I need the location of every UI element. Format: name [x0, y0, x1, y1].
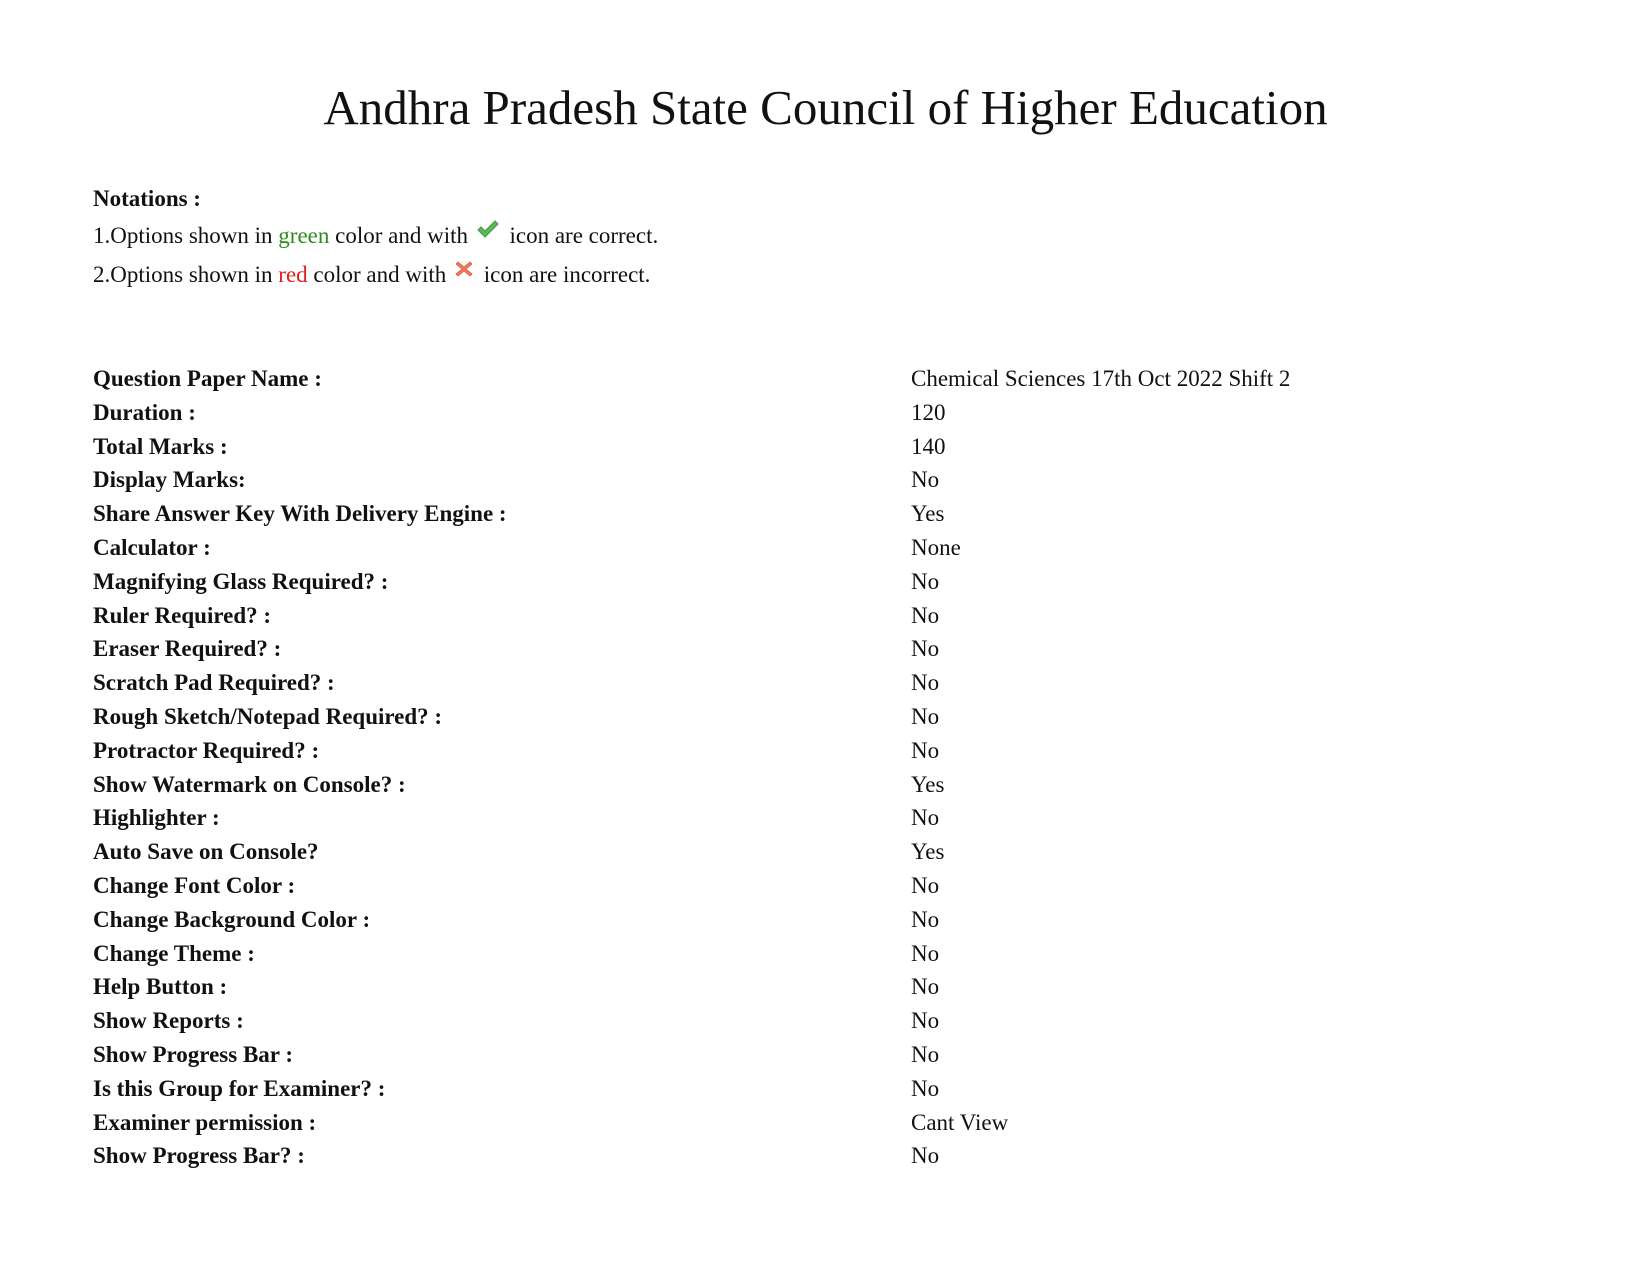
info-row [93, 738, 1553, 772]
info-label: Share Answer Key With Delivery Engine : [93, 501, 507, 527]
info-row [93, 839, 1553, 873]
notation-correct-prefix: 1.Options shown in [93, 223, 279, 248]
info-label: Duration : [93, 399, 196, 425]
info-row [93, 467, 1553, 501]
info-row [93, 535, 1553, 569]
info-row [93, 1110, 1553, 1144]
info-row [93, 772, 1553, 806]
notation-incorrect-middle: color and with [307, 262, 453, 288]
notation-red-word: red [278, 262, 308, 288]
info-label: Auto Save on Console? [93, 839, 319, 865]
info-label: Total Marks : [93, 433, 228, 459]
info-row [93, 400, 1553, 434]
question-paper-info-table [93, 366, 1553, 1177]
red-cross-icon [454, 252, 474, 289]
info-label: Rough Sketch/Notepad Required? : [93, 703, 443, 729]
info-row [93, 501, 1553, 535]
info-label: Ruler Required? : [93, 602, 272, 628]
info-label: Magnifying Glass Required? : [93, 568, 389, 594]
info-row [93, 974, 1553, 1008]
info-value: Yes [911, 501, 945, 527]
info-row [93, 1008, 1553, 1042]
info-value: No [911, 872, 940, 898]
info-value: Cant View [911, 1109, 1009, 1135]
info-label: Show Watermark on Console? : [93, 771, 406, 797]
info-row [93, 603, 1553, 637]
info-value: No [911, 670, 940, 696]
info-label: Display Marks: [93, 467, 246, 493]
info-value: No [911, 602, 940, 628]
green-check-icon [476, 213, 500, 250]
info-label: Show Progress Bar : [93, 1041, 293, 1067]
info-value: No [911, 568, 940, 594]
info-value: 120 [911, 399, 946, 425]
info-value: 140 [911, 433, 946, 459]
info-value: No [911, 1008, 940, 1034]
info-value: No [911, 467, 940, 493]
info-row [93, 670, 1553, 704]
info-value: No [911, 1143, 940, 1169]
info-label: Highlighter : [93, 805, 220, 831]
info-row [93, 704, 1553, 738]
info-row [93, 907, 1553, 941]
notation-incorrect-suffix: icon are incorrect. [478, 262, 651, 288]
page-title: Andhra Pradesh State Council of Higher Education [323, 80, 1328, 135]
info-row [93, 1143, 1553, 1177]
info-row [93, 569, 1553, 603]
info-label: Show Progress Bar? : [93, 1143, 305, 1169]
info-value: No [911, 805, 940, 831]
info-value: No [911, 703, 940, 729]
notation-correct-middle: color and with [329, 223, 474, 248]
info-value: None [911, 534, 961, 560]
notation-correct-line [93, 217, 658, 256]
info-label: Examiner permission : [93, 1109, 317, 1135]
info-value: No [911, 906, 940, 932]
info-row [93, 873, 1553, 907]
info-label: Change Background Color : [93, 906, 371, 932]
info-value: No [911, 940, 940, 966]
info-label: Calculator : [93, 534, 211, 560]
notation-incorrect-prefix: 2.Options shown in [93, 262, 279, 288]
notations-section [93, 180, 658, 295]
info-row [93, 366, 1553, 400]
info-value: Yes [911, 839, 945, 865]
info-row [93, 805, 1553, 839]
info-row [93, 636, 1553, 670]
info-value: Yes [911, 771, 945, 797]
info-value: No [911, 737, 940, 763]
info-value: No [911, 1041, 940, 1067]
info-label: Is this Group for Examiner? : [93, 1075, 386, 1101]
notations-heading: Notations : [93, 186, 201, 211]
notation-incorrect-line [93, 256, 658, 295]
notation-correct-suffix: icon are correct. [503, 223, 659, 248]
info-label: Change Theme : [93, 940, 255, 966]
info-label: Protractor Required? : [93, 737, 320, 763]
info-label: Eraser Required? : [93, 636, 282, 662]
info-row [93, 1042, 1553, 1076]
info-row [93, 1076, 1553, 1110]
info-label: Help Button : [93, 974, 228, 1000]
info-label: Question Paper Name : [93, 366, 322, 391]
info-value: No [911, 636, 940, 662]
info-label: Scratch Pad Required? : [93, 670, 335, 696]
notation-green-word: green [278, 223, 330, 248]
info-value: No [911, 1075, 940, 1101]
info-row [93, 434, 1553, 468]
info-label: Show Reports : [93, 1008, 244, 1034]
info-row [93, 941, 1553, 975]
info-value: Chemical Sciences 17th Oct 2022 Shift 2 [911, 366, 1291, 391]
info-label: Change Font Color : [93, 872, 296, 898]
info-value: No [911, 974, 940, 1000]
